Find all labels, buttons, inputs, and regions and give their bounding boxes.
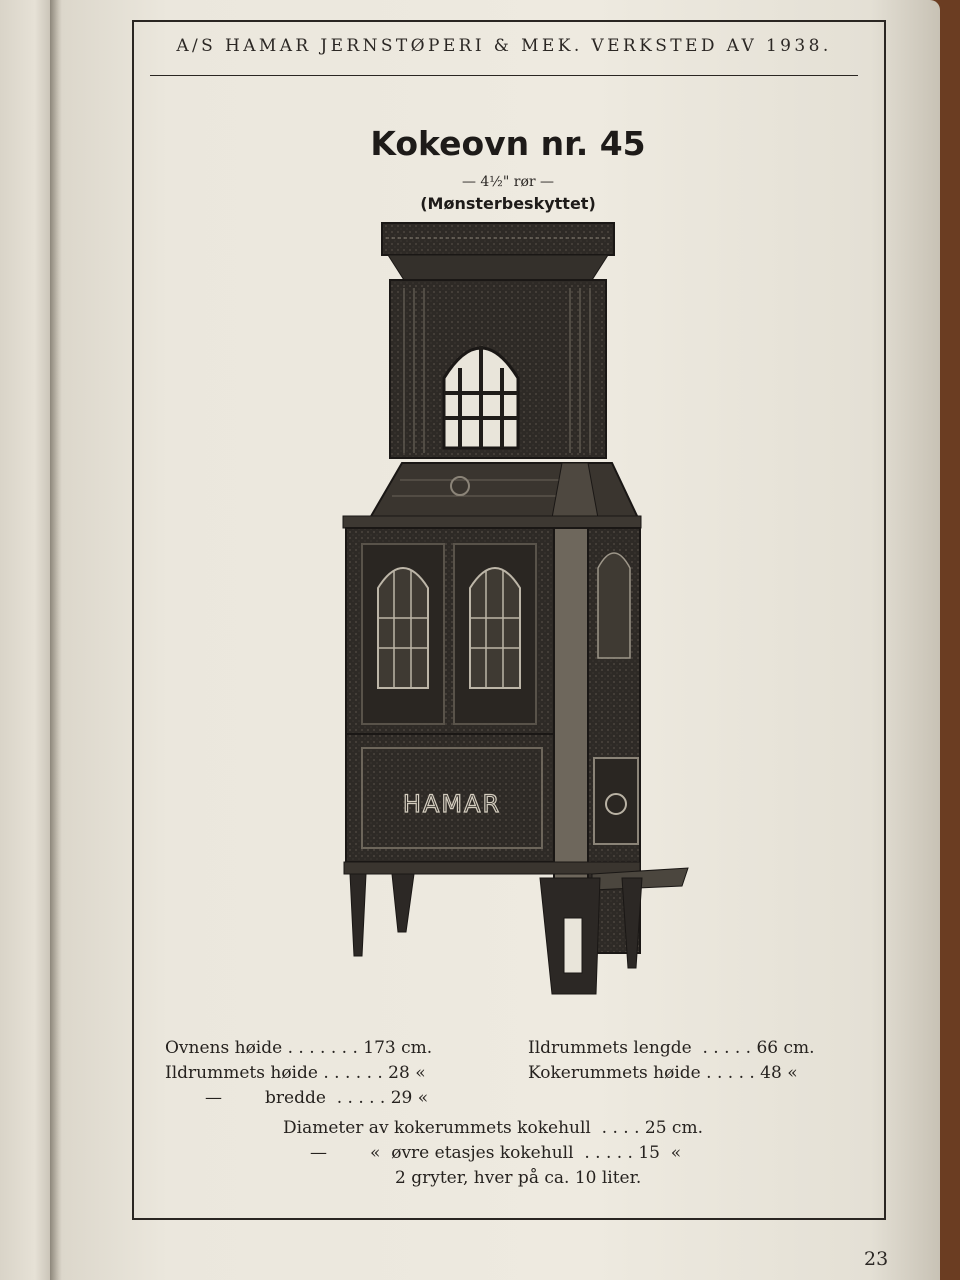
spec-cook-hole-diameter: Diameter av kokerummets kokehull . . . . 25 cm. [283,1118,703,1138]
stove-illustration [330,218,700,1008]
page-number: 23 [864,1248,889,1270]
page-header: A/S HAMAR JERNSTØPERI & MEK. VERKSTED AV 1938. [176,36,832,56]
pipe-size: — 4½" rør — [461,174,555,190]
spec-fire-chamber-width: bredde . . . . . 29 « [265,1088,429,1108]
page-title: Kokeovn nr. 45 [370,124,646,163]
spec-fire-chamber-length: Ildrummets lengde . . . . . 66 cm. [528,1038,815,1058]
spec-upper-cook-hole: « øvre etasjes kokehull . . . . . 15 « [370,1143,682,1163]
stove-brand-label: HAMAR [402,790,502,818]
spec-pots: 2 gryter, hver på ca. 10 liter. [395,1168,642,1188]
spec-cook-chamber-height: Kokerummets høide . . . . . 48 « [528,1063,798,1083]
spec-ditto-dash: — [205,1088,222,1108]
spec-fire-chamber-height: Ildrummets høide . . . . . . 28 « [165,1063,426,1083]
header-rule [150,75,858,76]
spec-oven-height: Ovnens høide . . . . . . . 173 cm. [165,1038,433,1058]
design-protected-note: (Mønsterbeskyttet) [420,194,596,213]
spec-ditto-dash: — [310,1143,327,1163]
